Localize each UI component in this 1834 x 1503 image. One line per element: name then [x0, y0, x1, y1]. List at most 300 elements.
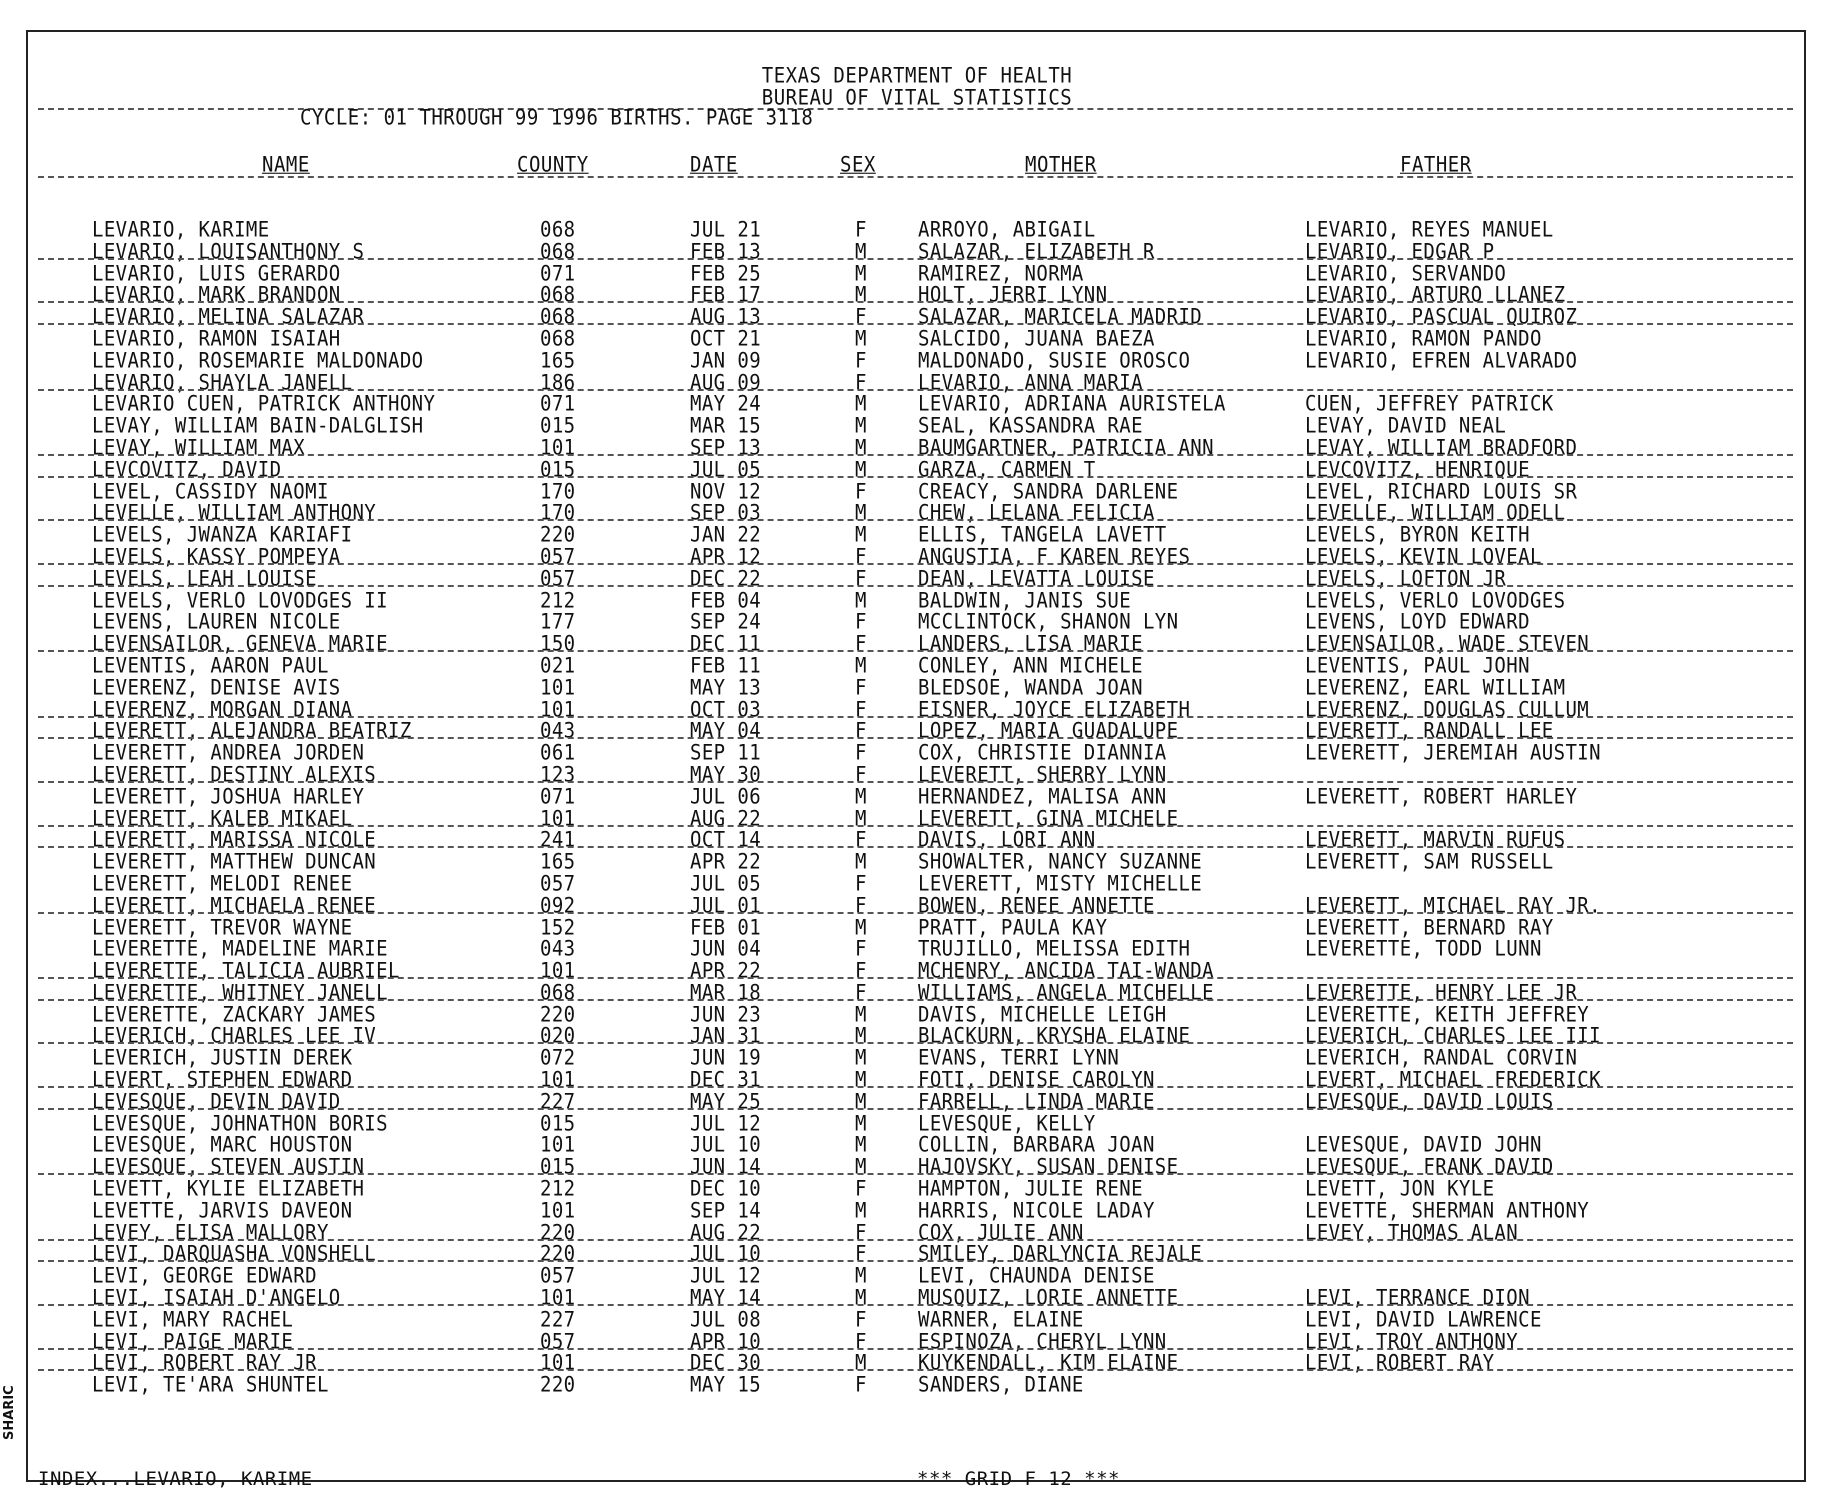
cell-date: DEC 30 — [690, 1351, 762, 1376]
cell-mother: LEVARIO, ADRIANA AURISTELA — [918, 391, 1226, 417]
cell-sex: F — [855, 1242, 867, 1267]
cell-name: LEVELS, LEAH LOUISE — [92, 566, 317, 591]
cell-county: 071 — [540, 261, 576, 286]
cell-name: LEVESQUE, DEVIN DAVID — [92, 1089, 341, 1115]
table-row — [0, 1285, 1834, 1311]
cell-date: OCT 21 — [690, 326, 762, 352]
cell-name: LEVI, PAIGE MARIE — [92, 1329, 294, 1354]
cell-name: LEVARIO, MELINA SALAZAR — [92, 304, 365, 330]
cell-county: 101 — [540, 1133, 576, 1158]
side-label: SHARIC — [2, 1385, 17, 1440]
table-row — [0, 239, 1834, 265]
cell-sex: M — [855, 1002, 867, 1027]
cell-sex: F — [855, 893, 867, 918]
cell-mother: MUSQUIZ, LORIE ANNETTE — [918, 1285, 1179, 1311]
cell-mother: ESPINOZA, CHERYL LYNN — [918, 1329, 1167, 1354]
cell-father: LEVI, DAVID LAWRENCE — [1305, 1307, 1542, 1333]
cell-date: APR 10 — [690, 1329, 762, 1354]
cell-county: 177 — [540, 609, 576, 635]
cell-date: JUL 08 — [690, 1307, 762, 1333]
table-row — [0, 1372, 1834, 1398]
cell-father: LEVERETT, BERNARD RAY — [1305, 915, 1554, 940]
cell-name: LEVERETTE, WHITNEY JANELL — [92, 980, 388, 1006]
cell-mother: MALDONADO, SUSIE OROSCO — [918, 348, 1191, 373]
cell-father: LEVERETTE, KEITH JEFFREY — [1305, 1002, 1590, 1027]
cell-sex: F — [855, 697, 867, 722]
cell-father: LEVCOVITZ, HENRIQUE — [1305, 457, 1530, 482]
cell-name: LEVI, GEORGE EDWARD — [92, 1263, 317, 1289]
cell-sex: F — [855, 631, 867, 657]
cell-sex: M — [855, 653, 867, 679]
cell-name: LEVERETT, ALEJANDRA BEATRIZ — [92, 718, 412, 744]
cell-sex: F — [855, 304, 867, 330]
table-row — [0, 457, 1834, 482]
cell-name: LEVI, MARY RACHEL — [92, 1307, 294, 1333]
cell-name: LEVEY, ELISA MALLORY — [92, 1220, 329, 1245]
cell-date: DEC 22 — [690, 566, 762, 591]
cell-name: LEVELS, VERLO LOVODGES II — [92, 588, 388, 613]
table-row — [0, 1307, 1834, 1333]
cell-mother: SMILEY, DARLYNCIA REJALE — [918, 1242, 1203, 1267]
cell-name: LEVERETTE, TALICIA AUBRIEL — [92, 958, 400, 984]
cell-name: LEVARIO, ROSEMARIE MALDONADO — [92, 348, 424, 373]
cell-sex: M — [855, 413, 867, 439]
cell-mother: MCHENRY, ANCIDA TAI-WANDA — [918, 958, 1214, 984]
cell-father: LEVENTIS, PAUL JOHN — [1305, 653, 1530, 679]
cell-sex: M — [855, 1351, 867, 1376]
cell-father: LEVARIO, ARTURO LLANEZ — [1305, 282, 1566, 308]
cell-mother: ARROYO, ABIGAIL — [918, 217, 1096, 243]
cell-county: 061 — [540, 740, 576, 766]
cell-date: JUN 23 — [690, 1002, 762, 1027]
cell-mother: HOLT, JERRI LYNN — [918, 282, 1108, 308]
cell-name: LEVAY, WILLIAM BAIN-DALGLISH — [92, 413, 424, 439]
cell-name: LEVELS, JWANZA KARIAFI — [92, 522, 353, 548]
cell-county: 068 — [540, 239, 576, 265]
cell-father: LEVERETT, JEREMIAH AUSTIN — [1305, 740, 1601, 766]
cell-sex: F — [855, 936, 867, 962]
cell-mother: LEVI, CHAUNDA DENISE — [918, 1263, 1155, 1289]
cell-father: LEVERICH, CHARLES LEE III — [1305, 1024, 1601, 1049]
cell-sex: F — [855, 871, 867, 897]
cell-name: LEVENSAILOR, GENEVA MARIE — [92, 631, 388, 657]
cell-mother: WILLIAMS, ANGELA MICHELLE — [918, 980, 1214, 1006]
cell-county: 101 — [540, 1351, 576, 1376]
cell-sex: F — [855, 1307, 867, 1333]
cell-date: OCT 14 — [690, 827, 762, 853]
cell-mother: COLLIN, BARBARA JOAN — [918, 1133, 1155, 1158]
cell-father: LEVARIO, REYES MANUEL — [1305, 217, 1554, 243]
cell-date: FEB 17 — [690, 282, 762, 308]
cell-mother: CONLEY, ANN MICHELE — [918, 653, 1143, 679]
cell-father: LEVAY, WILLIAM BRADFORD — [1305, 435, 1578, 461]
cell-name: LEVARIO CUEN, PATRICK ANTHONY — [92, 391, 436, 417]
cell-father: LEVENSAILOR, WADE STEVEN — [1305, 631, 1590, 657]
cell-father: LEVETTE, SHERMAN ANTHONY — [1305, 1198, 1590, 1224]
cell-father: LEVERETTE, TODD LUNN — [1305, 936, 1542, 962]
cell-sex: M — [855, 500, 867, 526]
cell-date: JUL 05 — [690, 457, 762, 482]
department-title: TEXAS DEPARTMENT OF HEALTH — [761, 63, 1073, 89]
cell-date: FEB 01 — [690, 915, 762, 940]
cell-father: LEVEL, RICHARD LOUIS SR — [1305, 479, 1578, 504]
cell-county: 043 — [540, 718, 576, 744]
cell-county: 220 — [540, 1372, 576, 1398]
cell-sex: M — [855, 1089, 867, 1115]
cell-father: LEVELS, VERLO LOVODGES — [1305, 588, 1566, 613]
cell-name: LEVERETT, TREVOR WAYNE — [92, 915, 353, 940]
cell-date: JUN 04 — [690, 936, 762, 962]
cell-county: 101 — [540, 1198, 576, 1224]
cell-mother: MCCLINTOCK, SHANON LYN — [918, 609, 1179, 635]
cell-county: 020 — [540, 1024, 576, 1049]
cell-mother: SHOWALTER, NANCY SUZANNE — [918, 849, 1203, 875]
cell-name: LEVESQUE, STEVEN AUSTIN — [92, 1154, 365, 1180]
cell-sex: M — [855, 1045, 867, 1071]
cell-county: 068 — [540, 282, 576, 308]
cell-name: LEVERICH, JUSTIN DEREK — [92, 1045, 353, 1071]
cell-sex: F — [855, 980, 867, 1006]
cell-sex: M — [855, 326, 867, 352]
column-header-sex: SEX — [840, 152, 876, 178]
cell-date: FEB 25 — [690, 261, 762, 286]
cell-father: LEVI, ROBERT RAY — [1305, 1351, 1495, 1376]
cell-mother: SALAZAR, MARICELA MADRID — [918, 304, 1203, 330]
cell-county: 101 — [540, 806, 576, 831]
cell-name: LEVI, ISAIAH D'ANGELO — [92, 1285, 341, 1311]
cell-county: 068 — [540, 326, 576, 352]
cell-mother: SANDERS, DIANE — [918, 1372, 1084, 1398]
cycle-line: CYCLE: 01 THROUGH 99 1996 BIRTHS. PAGE 3118 — [300, 105, 814, 131]
cell-county: 220 — [540, 1242, 576, 1267]
cell-mother: ELLIS, TANGELA LAVETT — [918, 522, 1167, 548]
table-row — [0, 1089, 1834, 1115]
cell-date: MAY 30 — [690, 762, 762, 788]
table-row — [0, 566, 1834, 591]
cell-county: 165 — [540, 348, 576, 373]
cell-name: LEVERETT, MELODI RENEE — [92, 871, 353, 897]
cell-date: APR 22 — [690, 849, 762, 875]
cell-sex: M — [855, 1154, 867, 1180]
cell-mother: TRUJILLO, MELISSA EDITH — [918, 936, 1191, 962]
cell-date: SEP 13 — [690, 435, 762, 461]
cell-mother: PRATT, PAULA KAY — [918, 915, 1108, 940]
cell-date: JUL 10 — [690, 1242, 762, 1267]
cell-sex: F — [855, 1176, 867, 1202]
cell-sex: M — [855, 435, 867, 461]
cell-county: 015 — [540, 1154, 576, 1180]
cell-name: LEVEL, CASSIDY NAOMI — [92, 479, 329, 504]
cell-mother: BLACKURN, KRYSHA ELAINE — [918, 1024, 1191, 1049]
cell-father: LEVERETT, RANDALL LEE — [1305, 718, 1554, 744]
cell-county: 015 — [540, 1111, 576, 1136]
cell-name: LEVI, TE'ARA SHUNTEL — [92, 1372, 329, 1398]
cell-county: 227 — [540, 1089, 576, 1115]
cell-name: LEVARIO, LUIS GERARDO — [92, 261, 341, 286]
cell-sex: M — [855, 849, 867, 875]
cell-father: LEVESQUE, DAVID LOUIS — [1305, 1089, 1554, 1115]
cell-sex: F — [855, 566, 867, 591]
cell-date: JUN 19 — [690, 1045, 762, 1071]
cell-date: FEB 11 — [690, 653, 762, 679]
cell-county: 220 — [540, 1220, 576, 1245]
cell-name: LEVENS, LAUREN NICOLE — [92, 609, 341, 635]
cell-father: LEVELS, LOFTON JR — [1305, 566, 1507, 591]
table-row — [0, 544, 1834, 570]
cell-county: 057 — [540, 871, 576, 897]
cell-county: 165 — [540, 849, 576, 875]
cell-name: LEVERETT, MARISSA NICOLE — [92, 827, 377, 853]
cell-sex: F — [855, 1220, 867, 1245]
cell-date: NOV 12 — [690, 479, 762, 504]
table-row — [0, 348, 1834, 373]
cell-county: 101 — [540, 675, 576, 700]
table-row — [0, 980, 1834, 1006]
cell-date: JAN 31 — [690, 1024, 762, 1049]
cell-mother: SEAL, KASSANDRA RAE — [918, 413, 1143, 439]
cell-sex: F — [855, 827, 867, 853]
cell-father: LEVARIO, RAMON PANDO — [1305, 326, 1542, 352]
cell-sex: M — [855, 1111, 867, 1136]
cell-father: LEVERETT, MARVIN RUFUS — [1305, 827, 1566, 853]
cell-father: LEVERETT, ROBERT HARLEY — [1305, 784, 1578, 809]
cell-name: LEVERENZ, DENISE AVIS — [92, 675, 341, 700]
cell-date: SEP 11 — [690, 740, 762, 766]
cell-county: 186 — [540, 370, 576, 395]
cell-date: MAY 25 — [690, 1089, 762, 1115]
cell-name: LEVERETT, MICHAELA RENEE — [92, 893, 377, 918]
cell-sex: M — [855, 391, 867, 417]
cell-date: FEB 13 — [690, 239, 762, 265]
cell-name: LEVCOVITZ, DAVID — [92, 457, 282, 482]
cell-county: 170 — [540, 500, 576, 526]
table-row — [0, 326, 1834, 352]
cell-name: LEVELS, KASSY POMPEYA — [92, 544, 341, 570]
cell-mother: LEVERETT, GINA MICHELE — [918, 806, 1179, 831]
column-header-mother: MOTHER — [1025, 152, 1097, 178]
cell-father: LEVARIO, EFREN ALVARADO — [1305, 348, 1578, 373]
cell-date: MAR 18 — [690, 980, 762, 1006]
cell-county: 101 — [540, 1067, 576, 1093]
table-row — [0, 762, 1834, 788]
cell-sex: M — [855, 1263, 867, 1289]
cell-father: LEVERICH, RANDAL CORVIN — [1305, 1045, 1578, 1071]
cell-sex: F — [855, 609, 867, 635]
cell-date: DEC 31 — [690, 1067, 762, 1093]
cell-mother: LEVARIO, ANNA MARIA — [918, 370, 1143, 395]
cell-name: LEVENTIS, AARON PAUL — [92, 653, 329, 679]
cell-father: LEVESQUE, FRANK DAVID — [1305, 1154, 1554, 1180]
cell-mother: SALCIDO, JUANA BAEZA — [918, 326, 1155, 352]
cell-county: 220 — [540, 522, 576, 548]
cell-date: JUL 12 — [690, 1111, 762, 1136]
cell-name: LEVETTE, JARVIS DAVEON — [92, 1198, 353, 1224]
column-header-divider — [38, 176, 1793, 178]
cell-mother: EVANS, TERRI LYNN — [918, 1045, 1120, 1071]
cell-name: LEVERETTE, MADELINE MARIE — [92, 936, 388, 962]
cell-county: 241 — [540, 827, 576, 853]
cell-name: LEVARIO, KARIME — [92, 217, 270, 243]
cell-sex: F — [855, 675, 867, 700]
cell-name: LEVERETT, KALEB MIKAEL — [92, 806, 353, 831]
cell-mother: SALAZAR, ELIZABETH R — [918, 239, 1155, 265]
cell-mother: LEVERETT, SHERRY LYNN — [918, 762, 1167, 788]
column-header-father: FATHER — [1400, 152, 1472, 178]
cell-county: 072 — [540, 1045, 576, 1071]
table-row — [0, 1198, 1834, 1224]
cell-county: 170 — [540, 479, 576, 504]
table-row — [0, 675, 1834, 700]
cell-mother: ANGUSTIA, F KAREN REYES — [918, 544, 1191, 570]
cell-county: 152 — [540, 915, 576, 940]
cell-date: MAY 14 — [690, 1285, 762, 1311]
birth-records-list — [0, 217, 1834, 1398]
table-row — [0, 217, 1834, 243]
cell-date: JUN 14 — [690, 1154, 762, 1180]
cell-mother: COX, CHRISTIE DIANNIA — [918, 740, 1167, 766]
cell-mother: BOWEN, RENEE ANNETTE — [918, 893, 1155, 918]
cell-name: LEVERETT, ANDREA JORDEN — [92, 740, 365, 766]
cell-mother: EISNER, JOYCE ELIZABETH — [918, 697, 1191, 722]
cell-sex: M — [855, 806, 867, 831]
cell-sex: M — [855, 1285, 867, 1311]
cell-date: SEP 14 — [690, 1198, 762, 1224]
cell-date: OCT 03 — [690, 697, 762, 722]
cell-county: 212 — [540, 588, 576, 613]
cell-sex: M — [855, 239, 867, 265]
cell-county: 021 — [540, 653, 576, 679]
cell-mother: FARRELL, LINDA MARIE — [918, 1089, 1155, 1115]
cell-county: 101 — [540, 697, 576, 722]
cell-sex: M — [855, 915, 867, 940]
cell-father: LEVERENZ, DOUGLAS CULLUM — [1305, 697, 1590, 722]
cell-father: LEVESQUE, DAVID JOHN — [1305, 1133, 1542, 1158]
cell-date: FEB 04 — [690, 588, 762, 613]
grid-footer: *** GRID F 12 *** — [917, 1468, 1120, 1490]
cell-mother: RAMIREZ, NORMA — [918, 261, 1084, 286]
cell-mother: KUYKENDALL, KIM ELAINE — [918, 1351, 1179, 1376]
cell-county: 101 — [540, 958, 576, 984]
cell-sex: M — [855, 1198, 867, 1224]
cell-father: LEVENS, LOYD EDWARD — [1305, 609, 1530, 635]
cell-mother: GARZA, CARMEN T — [918, 457, 1096, 482]
cell-sex: F — [855, 762, 867, 788]
cell-county: 015 — [540, 413, 576, 439]
cell-sex: F — [855, 217, 867, 243]
cell-name: LEVARIO, MARK BRANDON — [92, 282, 341, 308]
column-header-name: NAME — [262, 152, 310, 178]
cell-mother: FOTI, DENISE CAROLYN — [918, 1067, 1155, 1093]
cell-name: LEVELLE, WILLIAM ANTHONY — [92, 500, 377, 526]
cell-father: LEVARIO, PASCUAL QUIROZ — [1305, 304, 1578, 330]
cell-mother: BALDWIN, JANIS SUE — [918, 588, 1132, 613]
cell-county: 057 — [540, 544, 576, 570]
table-row — [0, 893, 1834, 918]
cell-county: 057 — [540, 1329, 576, 1354]
cell-father: LEVARIO, SERVANDO — [1305, 261, 1507, 286]
cell-name: LEVARIO, SHAYLA JANELL — [92, 370, 353, 395]
cell-name: LEVETT, KYLIE ELIZABETH — [92, 1176, 365, 1202]
table-row — [0, 871, 1834, 897]
cell-date: APR 22 — [690, 958, 762, 984]
cell-mother: DAVIS, LORI ANN — [918, 827, 1096, 853]
cell-date: JAN 22 — [690, 522, 762, 548]
table-row — [0, 784, 1834, 809]
cell-county: 057 — [540, 566, 576, 591]
cell-name: LEVI, DARQUASHA VONSHELL — [92, 1242, 377, 1267]
bureau-title: BUREAU OF VITAL STATISTICS — [761, 85, 1073, 111]
cell-sex: M — [855, 588, 867, 613]
cell-mother: LEVESQUE, KELLY — [918, 1111, 1096, 1136]
cell-county: 227 — [540, 1307, 576, 1333]
cell-date: AUG 22 — [690, 806, 762, 831]
cell-date: JUL 21 — [690, 217, 762, 243]
cell-date: DEC 11 — [690, 631, 762, 657]
cell-father: LEVEY, THOMAS ALAN — [1305, 1220, 1519, 1245]
cell-county: 220 — [540, 1002, 576, 1027]
table-row — [0, 435, 1834, 461]
cell-mother: LANDERS, LISA MARIE — [918, 631, 1143, 657]
cell-name: LEVESQUE, JOHNATHON BORIS — [92, 1111, 388, 1136]
cell-father: LEVARIO, EDGAR P — [1305, 239, 1495, 265]
cell-county: 071 — [540, 391, 576, 417]
cell-mother: CHEW, LELANA FELICIA — [918, 500, 1155, 526]
cell-sex: F — [855, 1329, 867, 1354]
cell-sex: M — [855, 457, 867, 482]
cell-father: LEVERETT, SAM RUSSELL — [1305, 849, 1554, 875]
cell-mother: COX, JULIE ANN — [918, 1220, 1084, 1245]
cell-mother: CREACY, SANDRA DARLENE — [918, 479, 1179, 504]
cell-mother: HAMPTON, JULIE RENE — [918, 1176, 1143, 1202]
cell-sex: M — [855, 1024, 867, 1049]
cell-name: LEVERETT, DESTINY ALEXIS — [92, 762, 377, 788]
cell-mother: HAJOVSKY, SUSAN DENISE — [918, 1154, 1179, 1180]
cell-date: JUL 10 — [690, 1133, 762, 1158]
cell-date: JUL 01 — [690, 893, 762, 918]
column-header-date: DATE — [690, 152, 738, 178]
cell-sex: F — [855, 370, 867, 395]
cell-county: 212 — [540, 1176, 576, 1202]
cell-sex: F — [855, 1372, 867, 1398]
cell-county: 043 — [540, 936, 576, 962]
cell-county: 068 — [540, 217, 576, 243]
cell-father: LEVERT, MICHAEL FREDERICK — [1305, 1067, 1601, 1093]
cell-father: LEVELS, BYRON KEITH — [1305, 522, 1530, 548]
cell-date: JUL 12 — [690, 1263, 762, 1289]
cell-sex: M — [855, 261, 867, 286]
cell-date: SEP 03 — [690, 500, 762, 526]
cell-date: JUL 06 — [690, 784, 762, 809]
cell-date: JAN 09 — [690, 348, 762, 373]
cell-mother: BLEDSOE, WANDA JOAN — [918, 675, 1143, 700]
cell-mother: LOPEZ, MARIA GUADALUPE — [918, 718, 1179, 744]
cell-name: LEVERENZ, MORGAN DIANA — [92, 697, 353, 722]
cell-date: MAR 15 — [690, 413, 762, 439]
cell-county: 101 — [540, 435, 576, 461]
cell-mother: WARNER, ELAINE — [918, 1307, 1084, 1333]
cell-name: LEVARIO, RAMON ISAIAH — [92, 326, 341, 352]
cell-mother: DEAN, LEVATTA LOUISE — [918, 566, 1155, 591]
cell-sex: M — [855, 1067, 867, 1093]
cell-sex: F — [855, 718, 867, 744]
cell-mother: HARRIS, NICOLE LADAY — [918, 1198, 1155, 1224]
cell-county: 092 — [540, 893, 576, 918]
cell-date: MAY 15 — [690, 1372, 762, 1398]
cell-county: 101 — [540, 1285, 576, 1311]
cell-name: LEVERICH, CHARLES LEE IV — [92, 1024, 377, 1049]
cell-mother: DAVIS, MICHELLE LEIGH — [918, 1002, 1167, 1027]
cell-father: LEVERETT, MICHAEL RAY JR. — [1305, 893, 1601, 918]
